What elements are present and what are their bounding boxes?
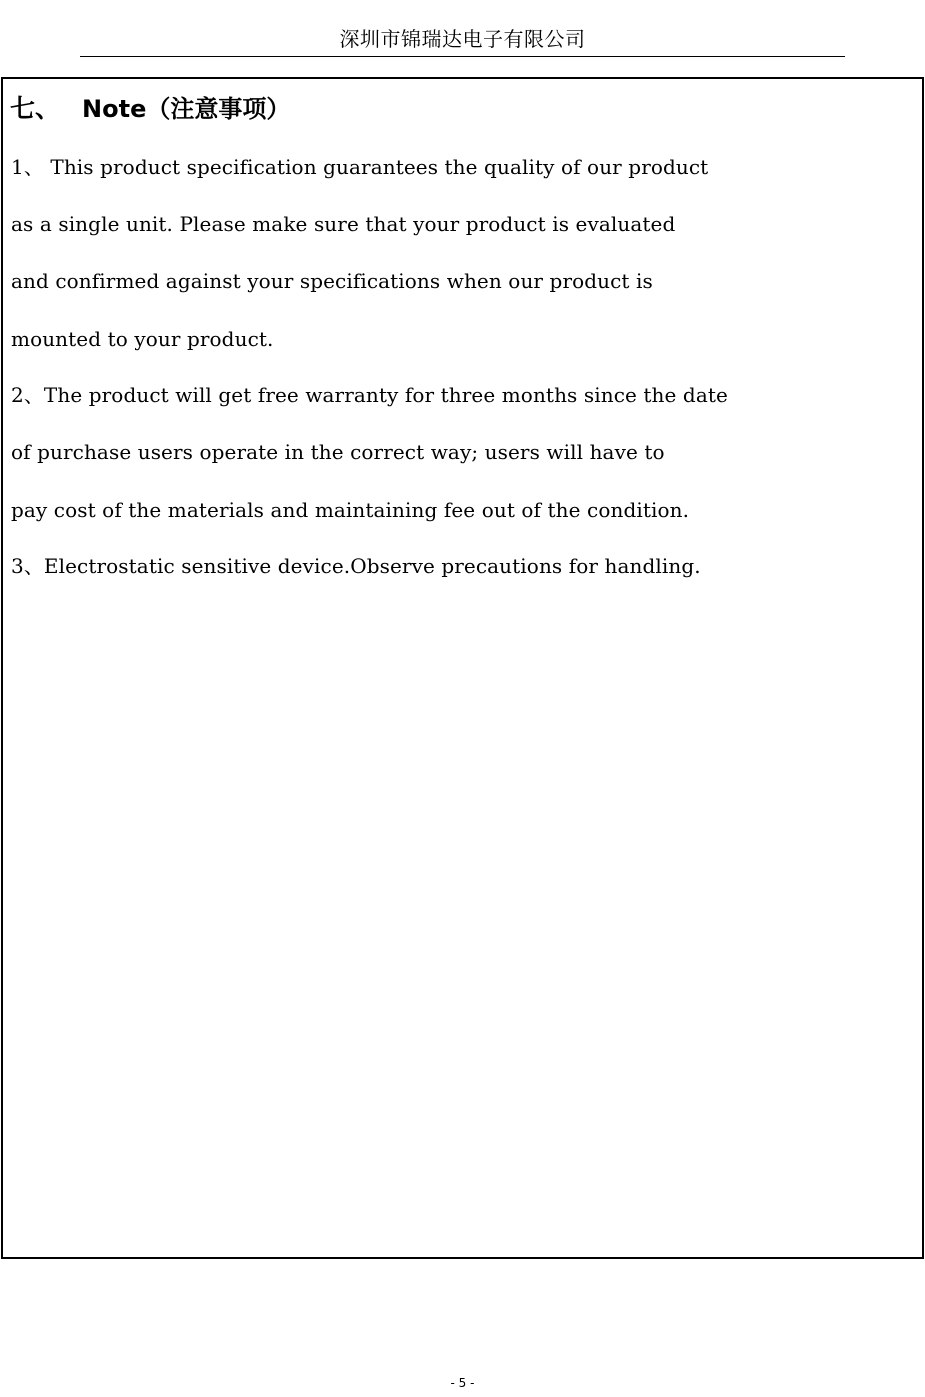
note-line: mounted to your product. <box>11 327 274 351</box>
note-line: as a single unit. Please make sure that your product is evaluated <box>11 212 676 236</box>
section-number: 七、 <box>10 94 61 123</box>
header-divider <box>80 56 845 57</box>
section-heading <box>10 92 290 126</box>
company-header-title: 深圳市锦瑞达电子有限公司 <box>339 27 586 51</box>
note-line: and confirmed against your specifications when our product is <box>11 269 653 293</box>
note-line: pay cost of the materials and maintaining fee out of the condition. <box>11 498 690 522</box>
note-line: 3、Electrostatic sensitive device.Observe precautions for handling. <box>11 554 701 578</box>
note-line: of purchase users operate in the correct way; users will have to <box>11 440 665 464</box>
page-number: - 5 - <box>450 1376 475 1390</box>
note-line: 1、 This product specification guarantees the quality of our product <box>11 155 709 179</box>
note-line: 2、The product will get free warranty for three months since the date <box>11 383 728 407</box>
notes-content-box <box>1 77 924 1259</box>
section-title: Note（注意事项） <box>82 95 291 123</box>
